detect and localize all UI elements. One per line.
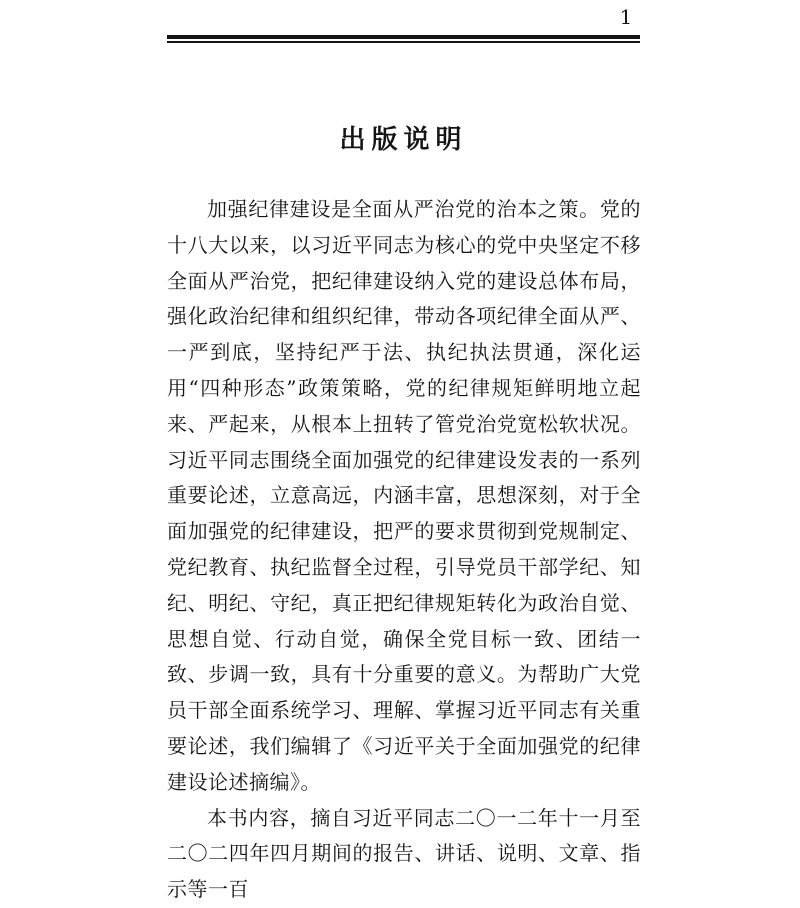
paragraph-1: 加强纪律建设是全面从严治党的治本之策。党的十八大以来，以习近平同志为核心的党中央坚定不移全面从严治党，把纪律建设纳入党的建设总体布局，强化政治纪律和组织纪律，带动各项纪律全面从严、一严到底，坚持纪严于法、执纪执法贯通，深化运用“四种形态”政策策略，党的纪律规矩鲜明地立起来、严起来，从根本上扭转了管党治党宽松软状况。习近平同志围绕全面加强党的纪律建设发表的一系列重要论述，立意高远，内涵丰富，思想深刻，对于全面加强党的纪律建设，把严的要求贯彻到党规制定、党纪教育、执纪监督全过程，引导党员干部学纪、知纪、明纪、守纪，真正把纪律规矩转化为政治自觉、思想自觉、行动自觉，确保全党目标一致、团结一致、步调一致，具有十分重要的意义。为帮助广大党员干部全面系统学习、理解、掌握习近平同志有关重要论述，我们编辑了《习近平关于全面加强党的纪律建设论述摘编》。 <box>167 197 641 794</box>
header-rule-thin <box>167 41 640 43</box>
page-number: 1 <box>619 5 633 29</box>
header-rule-thick <box>167 35 640 39</box>
paragraph-2: 本书内容，摘自习近平同志二〇一二年十一月至二〇二四年四月期间的报告、讲话、说明、文章、指示等一百 <box>167 805 641 902</box>
body-text <box>167 192 641 908</box>
page-title: 出版说明 <box>339 125 468 155</box>
